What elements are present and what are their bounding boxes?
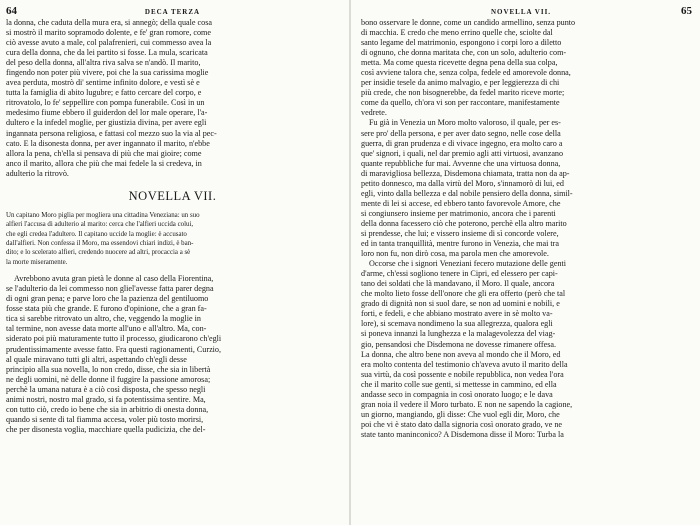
text-line: Un capitano Moro piglia per mogliera una cittadina Veneziana: un suo [6, 211, 200, 219]
text-line: prudentissimamente avesse fatto. Fra questi ragionamenti, Curzio, [6, 344, 222, 354]
text-line: così avviene talora che, senza colpa, fedele ed amorevole donna, [361, 68, 571, 78]
novella-summary [6, 211, 339, 267]
left-running-head [6, 4, 339, 18]
text-line: un giorno, mangiando, gli disse: Che vuol egli dir, Moro, che [361, 409, 560, 419]
text-line: che il marito colle sue genti, si mettesse in cammino, ed ella [361, 379, 557, 389]
text-line: state tanto maninconico? A Disdemona disse il Moro: Turba la [361, 429, 564, 439]
text-line: se l'adulterio da lei commesso non gliel'avesse fatta parer degna [6, 284, 214, 294]
text-line: sua virtù, da così possente e nobile repubblica, non vedea l'ora [361, 369, 564, 379]
text-line: con tutto ciò, credo io bene che sia in arbitrio di onesta donna, [6, 404, 209, 414]
text-line: siderato poi più maturamente tutto il processo, giudicarono ch'egli [6, 334, 222, 344]
text-line: poi che vi è stato dato dalla signoria così onorato grado, ve ne [361, 419, 563, 429]
text-line: grado di dignità non si suol dare, se non ad uomini e nobili, e [361, 299, 560, 309]
book-gutter [349, 0, 351, 525]
text-line: andasse seco in compagnia in così onorato luogo; e le dava [361, 389, 553, 399]
text-line: si mostrò il marito sopramodo dolente, e fe' gran romore, come [6, 28, 211, 38]
text-line: per insidie tesele da animo malvagio, e per leggierezza di chi [361, 78, 560, 88]
text-line: ritrovatolo, lo fe' seppellire con pompa funerabile. Così in un [6, 98, 205, 108]
text-line: più crede, che non bisognerebbe, da fedel marito riceve morte; [361, 88, 565, 98]
text-line: animi nostri, nostro mal grado, si fa potentissima sentire. Ma, [6, 394, 206, 404]
text-line: guerra, di gran prudenza e di vivace ingegno, era molto caro a [361, 138, 563, 148]
text-line: di ogni gran pena; e parve loro che la pazienza del gentiluomo [6, 294, 209, 304]
text-line: principio alla sua novella, lo non credo, disse, che sia in libertà [6, 364, 211, 374]
right-running-title: NOVELLA VII. [490, 8, 552, 16]
text-line: ciò avesse avuto a male, col palafrenieri, cui commesso avea la [6, 38, 212, 48]
text-line: loro non fu, non dirò cosa, ma parola men che amorevole. [361, 249, 549, 259]
right-paragraph-3 [361, 259, 694, 440]
text-line: lore), si scemava nondimeno la sua allegrezza, qualora egli [361, 319, 553, 329]
left-paragraph-2 [6, 274, 339, 435]
text-line: adulterio la ritrovò. [6, 168, 69, 178]
text-line: santo legame del matrimonio, espongono i corpi loro a diletto [361, 38, 562, 48]
text-line: si poneva innanzi la lunghezza e la malagevolezza del viag- [361, 329, 556, 339]
text-line: egli, vinto dalla bellezza e dal nobile pensiero della donna, simil- [361, 188, 573, 198]
text-line: che per disonesta voglia, macchiare quella pudicizia, che del- [6, 424, 206, 434]
text-line: cato. E la disonesta donna, per aver ingannato il marito, n'ebbe [6, 138, 210, 148]
right-running-head [361, 4, 694, 18]
text-line: come da quello, ch'ora vi son per raccontare, manifestamente [361, 98, 560, 108]
text-line: quando si sente di tal fiamma accesa, voler più tosto morirsi, [6, 414, 204, 424]
text-line: dall'alfieri. Non confessa il Moro, ma essendovi chiari indizi, è ban- [6, 239, 194, 247]
left-running-title: DECA TERZA [144, 8, 201, 16]
text-line: mente di lei si accese, ed ebbero tanto favorevole Amore, che [361, 198, 561, 208]
text-line: di ognuno, che donna maritata che, con un solo, adulterio com- [361, 48, 567, 58]
text-line: alfieri l'accusa di adulterio al marito: cerca che l'alfieri uccida colui, [6, 221, 194, 229]
text-line: la morte miseramente. [6, 258, 68, 266]
right-paragraph-1 [361, 18, 694, 118]
text-line: gio, pensandosi che Disdemona ne dovesse rimanere offesa. [361, 339, 557, 349]
text-line: ingannata persona religiosa, e fattasi col mezzo suo la via al pec- [6, 128, 217, 138]
text-line: avea perduta, mostrò di' sentirne infinito dolore, e vestì sè e [6, 78, 200, 88]
text-line: la donna, che caduta della mura era, si annegò; della quale cosa [6, 18, 212, 27]
text-line: petito donnesco, ma dalla virtù del Moro, s'innamorò di lui, ed [361, 178, 564, 188]
text-line: metta. Ma come questa ricevette degna pena della sua colpa, [361, 58, 558, 68]
left-page [6, 4, 339, 522]
text-line: dito; e lo scelerato alfieri, credendo nuocere ad altri, procaccia a sè [6, 249, 191, 257]
text-line: si congiunsero insieme per matrimonio, ancora che i parenti [361, 208, 556, 218]
right-page [361, 4, 694, 522]
text-line: ne degli uomini, nè delle donne il fuggire la passione amorosa; [6, 374, 211, 384]
text-line: fingendo non poter più vivere, poi che la sua carissima moglie [6, 68, 209, 78]
text-line: anco il marito, allora che più che mai fedele la si credeva, in [6, 158, 202, 168]
text-line: era molto contenta del testimonio ch'aveva avuto il marito della [361, 359, 568, 369]
text-line: Fu già in Venezia un Moro molto valoroso, il quale, per es- [369, 118, 561, 128]
text-line: al quale miravano tutti gli altri, aspettando ch'egli desse [6, 354, 187, 364]
text-line: dultero e la infedel moglie, per giustizia divina, per avere egli [6, 118, 207, 128]
novella-heading: NOVELLA VII. [128, 188, 217, 203]
text-line: medesimo fiume ebbero il guiderdon del lor male operare, l'a- [6, 108, 208, 118]
text-line: La donna, che altro bene non aveva al mondo che il Moro, ed [361, 349, 561, 359]
text-line: vedrete. [361, 108, 387, 118]
text-line: fosse stata più che grande. E furono d'opinione, che a gran fa- [6, 304, 207, 314]
text-line: sere pro' della persona, e per aver dato segno, nelle cose della [361, 128, 561, 138]
text-line: ed in tanta tranquillità, mentre furono in Venezia, che mai tra [361, 239, 559, 249]
text-line: della donna facessero ciò che poterono, perchè ella altro marito [361, 218, 567, 228]
text-line: perchè la umana natura è a ciò così disposta, che spesso negli [6, 384, 206, 394]
text-line: gran noia il vedere il Moro turbato. E non ne sapendo la cagione, [361, 399, 573, 409]
text-line: Occorse che i signori Veneziani fecero mutazione delle genti [369, 259, 567, 269]
text-line: bono osservare le donne, come un candido armellino, senza punto [361, 18, 576, 27]
text-line: di maravigliosa bellezza, Disdemona chiamata, tratta non da ap- [361, 168, 570, 178]
left-page-number: 64 [6, 5, 17, 17]
right-paragraph-2 [361, 118, 694, 259]
text-line: d'arme, ch'essi sogliono tenere in Cipri, ed elessero per capi- [361, 269, 558, 279]
right-page-number: 65 [681, 5, 692, 17]
text-line: si prendesse, che lui; e vissero insieme di sì concorde volere, [361, 228, 559, 238]
text-line: forti, e fedeli, e che abbiano mostrato avere in sè molto va- [361, 309, 553, 319]
text-line: tutta la famiglia di abito lugubre; e fatto cercare del corpo, e [6, 88, 202, 98]
text-line: cura della donna, che da lei partito si fosse. La mula, scaricata [6, 48, 208, 58]
text-line: tica si sarebbe ritrovato un altro, che, veggendo la moglie in [6, 314, 201, 324]
text-line: quante repubbliche fur mai. Avvenne che una virtuosa donna, [361, 158, 561, 168]
text-line: allora la pena, ch'ella si pensava di più che mai gioire; come [6, 148, 202, 158]
text-line: che egli credea l'adultero. Il capitano uccide la moglie: è accusato [6, 230, 187, 238]
text-line: tano dei soldati che là mandavano, il Moro. Il quale, ancora [361, 279, 555, 289]
text-line: del peso della donna, all'altra riva salva se n'andò. Il marito, [6, 58, 201, 68]
text-line: Avrebbono avuta gran pietà le donne al caso della Fiorentina, [14, 274, 214, 284]
text-line: que' signori, i quali, nel dar premio agli atti virtuosi, avanzano [361, 148, 564, 158]
text-line: tal termine, non avesse data morte all'uno e all'altro. Ma, con- [6, 324, 207, 334]
left-paragraph-1 [6, 18, 339, 179]
text-line: di macchia. E credo che meno errino quelle che, sciolte dal [361, 28, 553, 38]
text-line: che molto lieto fosse dell'onore che gli era offerto (però che tal [361, 289, 566, 299]
